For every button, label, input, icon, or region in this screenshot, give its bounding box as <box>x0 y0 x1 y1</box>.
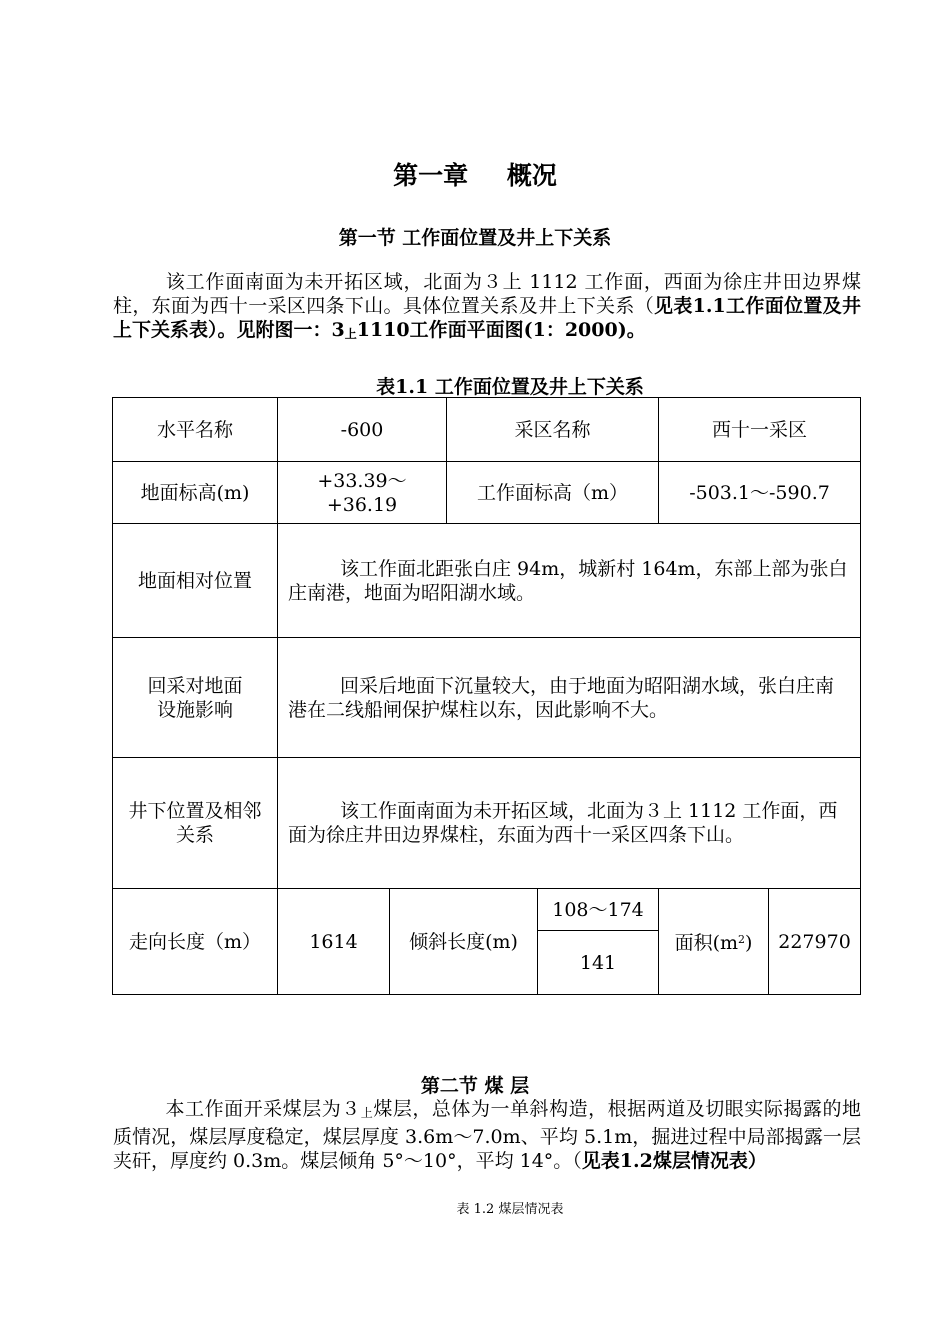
district-name-header: 采区名称 <box>447 398 659 462</box>
section1-para-bold2: 1110工作面平面图(1：2000)。 <box>356 319 646 341</box>
section1-para-sub: 上 <box>344 327 357 341</box>
table2-caption: 表 1.2 煤层情况表 <box>456 1202 564 1217</box>
strike-length-value: 1614 <box>278 889 390 995</box>
surface-elevation-header: 地面标高(m) <box>113 462 278 524</box>
dip-length-header: 倾斜长度(m) <box>390 889 538 995</box>
surface-elevation-value: +33.39～+36.19 <box>278 462 447 524</box>
face-elevation-header: 工作面标高（m） <box>447 462 659 524</box>
area-unit-sup: 2 <box>738 933 746 946</box>
section2-paragraph <box>113 1097 861 1173</box>
surface-position-header: 地面相对位置 <box>113 524 278 638</box>
section2-para-text1: 本工作面开采煤层为３ <box>165 1098 361 1120</box>
section1-paragraph <box>113 270 861 346</box>
mining-impact-text: 回采后地面下沉量较大，由于地面为昭阳湖水域，张白庄南港在二线船闸保护煤柱以东，因此影响不大。 <box>288 674 835 721</box>
section1-para-text: 该工作面南面为未开拓区域，北面为３上 1112 工作面，西面为徐庄井田边界煤柱，东面为西十一采区四条下山。具体位置关系及井上下关系（ <box>113 271 861 317</box>
level-name-value: -600 <box>278 398 447 462</box>
face-elevation-value: -503.1～-590.7 <box>659 462 861 524</box>
table-row <box>113 462 861 524</box>
table1 <box>112 397 861 995</box>
strike-length-header: 走向长度（m） <box>113 889 278 995</box>
section1-title: 第一节 工作面位置及井上下关系 <box>338 227 612 249</box>
table-row <box>113 398 861 462</box>
section1-para-bold: 见表1.1工作面位置及井上下关系表）。见附图一：3 <box>113 295 861 341</box>
surface-position-cell <box>278 524 861 638</box>
dip-length-range: 108～174 <box>538 889 659 931</box>
table1-caption: 表1.1 工作面位置及井上下关系 <box>376 376 644 398</box>
area-value: 227970 <box>769 889 861 995</box>
surface-position-text: 该工作面北距张白庄 94m，城新村 164m，东部上部为张白庄南港，地面为昭阳湖水域。 <box>288 557 848 604</box>
underground-relation-header: 井下位置及相邻关系 <box>113 758 278 889</box>
chapter-title: 第一章 概况 <box>393 161 557 190</box>
section2-para-bold: 见表1.2煤层情况表） <box>581 1150 767 1172</box>
area-label-end: ) <box>745 932 753 954</box>
district-name-value: 西十一采区 <box>659 398 861 462</box>
section2-title: 第二节 煤 层 <box>420 1075 530 1097</box>
section2-para-text2: 煤层，总体为一单斜构造，根据两道及切眼实际揭露的地质情况，煤层厚度稳定，煤层厚度 3.6m～7.0m、平均 5.1m，掘进过程中局部揭露一层夹矸，厚度约 0.3m。煤层倾角 5°～10°，平均 14°。（ <box>113 1098 861 1172</box>
area-header <box>659 889 769 995</box>
mining-impact-header: 回采对地面设施影响 <box>113 638 278 758</box>
table-row <box>113 758 861 889</box>
table-row <box>113 889 861 931</box>
table-row <box>113 524 861 638</box>
level-name-header: 水平名称 <box>113 398 278 462</box>
dip-length-average: 141 <box>538 931 659 995</box>
section2-para-sub: 上 <box>360 1106 374 1120</box>
table-row <box>113 638 861 758</box>
area-label: 面积(m <box>674 932 739 954</box>
underground-relation-text: 该工作面南面为未开拓区域，北面为３上 1112 工作面，西面为徐庄井田边界煤柱，东面为西十一采区四条下山。 <box>288 800 838 846</box>
mining-impact-cell <box>278 638 861 758</box>
underground-relation-cell <box>278 758 861 889</box>
